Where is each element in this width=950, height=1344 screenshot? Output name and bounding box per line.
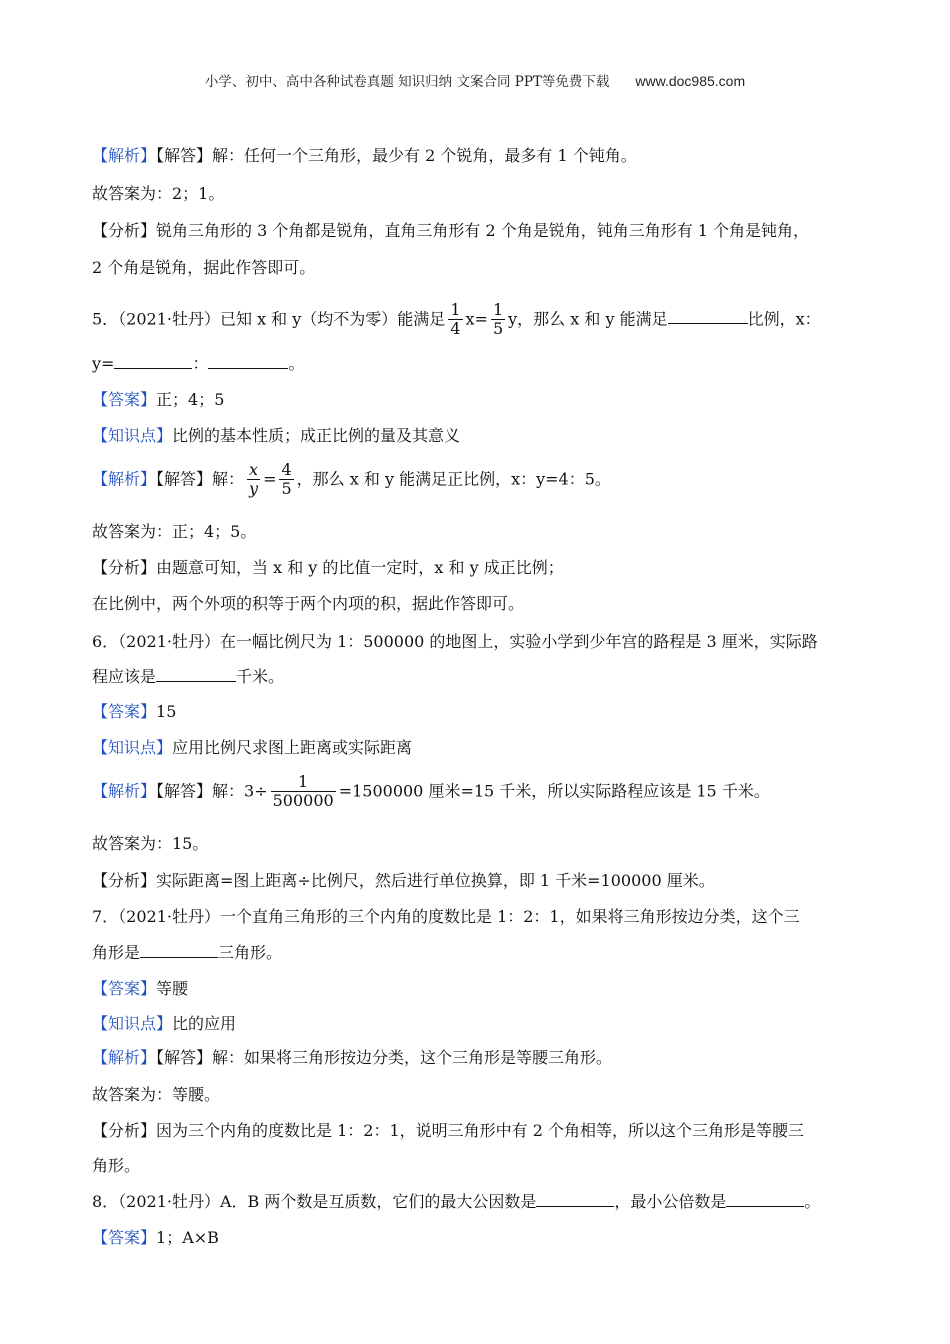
q6-final: 故答案为：15。 <box>92 834 209 853</box>
q5-stem-b: y，那么 x 和 y 能满足 <box>508 309 668 329</box>
q5-fraction-4-5: $\frac{4}{5}$ <box>281 460 292 498</box>
q5-blank-2[interactable] <box>114 354 192 369</box>
knowledge-tag: 【知识点】 <box>92 738 173 757</box>
q6-answer-line <box>92 700 176 724</box>
q5-blank-1[interactable] <box>668 309 748 324</box>
q7-answer-line <box>92 977 188 1001</box>
q6-knowledge-line <box>92 736 412 760</box>
jiexi-tag: 【解析】 <box>92 1048 157 1067</box>
answer-tag: 【答案】 <box>92 1228 157 1247</box>
q7-answer: 等腰 <box>156 979 189 998</box>
knowledge-tag: 【知识点】 <box>92 1014 173 1033</box>
jiexi-tag: 【解析】 <box>92 781 157 801</box>
q4-final: 故答案为：2；1。 <box>92 184 225 203</box>
q6-answer: 15 <box>156 702 177 721</box>
q7-jieda: 【解答】解：如果将三角形按边分类，这个三角形是等腰三角形。 <box>156 1048 613 1067</box>
q4-jieda: 【解答】解：任何一个三角形，最少有 2 个锐角，最多有 1 个钝角。 <box>156 146 637 165</box>
q7-analysis-2: 角形。 <box>92 1156 141 1175</box>
q7-knowledge-line <box>92 1012 236 1036</box>
q4-jiexi-line <box>92 144 637 168</box>
q8-blank-2[interactable] <box>726 1192 804 1207</box>
q5-analysis-1: 【分析】由题意可知，当 x 和 y 的比值一定时，x 和 y 成正比例； <box>92 558 564 577</box>
q5-jiexi-line: 【解析】【解答】解： $\frac{x}{y}$ = $\frac{4}{5}$ ，那么 x 和 y 能满足正比例，x：y=4：5。 <box>92 460 611 498</box>
q5-analysis-2: 在比例中，两个外项的积等于两个内项的积，据此作答即可。 <box>92 594 525 613</box>
jiexi-tag: 【解析】 <box>92 469 157 489</box>
page-header <box>0 70 950 90</box>
q7-knowledge: 比的应用 <box>172 1014 237 1033</box>
q6-blank[interactable] <box>156 667 236 682</box>
q5-final: 故答案为：正；4；5。 <box>92 522 257 541</box>
q6-analysis: 【分析】实际距离=图上距离÷比例尺，然后进行单位换算，即 1 千米=100000 厘米。 <box>92 871 715 890</box>
q7-blank[interactable] <box>140 943 218 958</box>
q7-final: 故答案为：等腰。 <box>92 1085 221 1104</box>
q5-stem-a: 5．（2021·牡丹）已知 x 和 y（均不为零）能满足 <box>92 309 446 329</box>
q6-jiexi-line: 【解析】【解答】解：3÷ $\frac{1}{500000}$ =1500000 厘米=15 千米，所以实际路程应该是 15 千米。 <box>92 772 770 810</box>
q7-jiexi-line <box>92 1046 612 1070</box>
q8-answer: 1；A×B <box>156 1228 219 1247</box>
q5-ratio-fraction: $\frac{x}{y}$ <box>249 460 259 498</box>
q4-analysis-1: 【分析】锐角三角形的 3 个角都是锐角，直角三角形有 2 个角是锐角，钝角三角形有 1 个角是钝角， <box>92 221 810 240</box>
q5-knowledge: 比例的基本性质；成正比例的量及其意义 <box>172 426 461 445</box>
q7-stem-1: 7．（2021·牡丹）一个直角三角形的三个内角的度数比是 1：2：1，如果将三角形按边分类，这个三 <box>92 907 800 926</box>
jiexi-tag: 【解析】 <box>92 146 157 165</box>
q7-analysis-1: 【分析】因为三个内角的度数比是 1：2：1，说明三角形中有 2 个角相等，所以这个三角形是等腰三 <box>92 1121 804 1140</box>
q8-blank-1[interactable] <box>536 1192 614 1207</box>
q6-fraction: $\frac{1}{500000}$ <box>272 772 334 810</box>
q5-fraction-2: $\frac{1}{5}$ <box>492 300 504 338</box>
q5-answer-line <box>92 388 224 412</box>
q5-fraction-1: $\frac{1}{4}$ <box>450 300 461 338</box>
q5-knowledge-line <box>92 424 460 448</box>
q5-stem-line-1 <box>92 302 821 338</box>
q5-stem-c: 比例，x： <box>747 309 821 329</box>
q6-stem-1: 6．（2021·牡丹）在一幅比例尺为 1：500000 的地图上，实验小学到少年宫的路程是 3 厘米，实际路 <box>92 632 818 651</box>
q7-stem-line-2: 角形是 三角形。 <box>92 943 283 962</box>
q5-answer: 正；4；5 <box>156 390 225 409</box>
knowledge-tag: 【知识点】 <box>92 426 173 445</box>
header-site[interactable]: www.doc985.com <box>635 73 746 89</box>
answer-tag: 【答案】 <box>92 702 157 721</box>
q5-blank-3[interactable] <box>208 354 288 369</box>
answer-tag: 【答案】 <box>92 979 157 998</box>
q5-mid: x= <box>465 309 488 329</box>
q6-stem-line-2: 程应该是 千米。 <box>92 667 285 686</box>
q4-analysis-2: 2 个角是锐角，据此作答即可。 <box>92 258 316 277</box>
q8-answer-line <box>92 1226 219 1250</box>
q8-stem-line: 8．（2021·牡丹）A．B 两个数是互质数，它们的最大公因数是 ，最小公倍数是 。 <box>92 1192 821 1211</box>
answer-tag: 【答案】 <box>92 390 157 409</box>
q6-knowledge: 应用比例尺求图上距离或实际距离 <box>172 738 413 757</box>
header-text: 小学、初中、高中各种试卷真题 知识归纳 文案合同 PPT等免费下载 <box>204 74 610 90</box>
q5-stem-line-2: y= ： 。 <box>92 354 305 373</box>
